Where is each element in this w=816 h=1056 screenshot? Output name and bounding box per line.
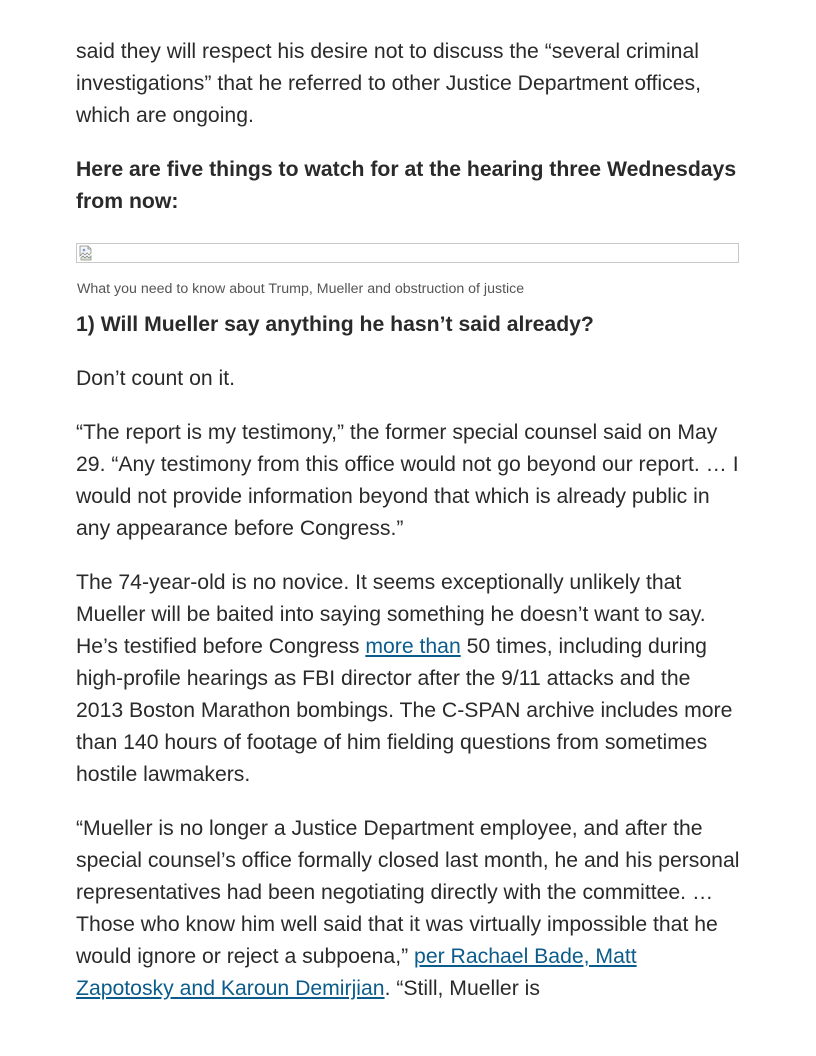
article-body: [76, 36, 740, 1027]
paragraph-quote: “The report is my testimony,” the former special counsel said on May 29. “Any testimony from this office would not go beyond our report. … I would not provide information beyond that which is already public in any appearance before Congress.”: [76, 421, 739, 540]
embedded-image[interactable]: [76, 243, 739, 263]
broken-image-icon: [78, 245, 94, 261]
paragraph-novice: [76, 567, 740, 791]
intro-paragraph: said they will respect his desire not to discuss the “several criminal investigations” that he referred to other Justice Department offices, which are ongoing.: [76, 40, 701, 127]
paragraph-employee: [76, 813, 740, 1005]
paragraph-novice-text-1: The 74-year-old is no novice. It seems exceptionally unlikely that Mueller will be baited into saying something he doesn’t want to say. He’s testified before Congress: [76, 571, 706, 658]
more-than-link[interactable]: more than: [365, 635, 461, 658]
paragraph-dont-count: Don’t count on it.: [76, 367, 235, 390]
section-subhead: Here are five things to watch for at the hearing three Wednesdays from now:: [76, 158, 737, 213]
authors-link[interactable]: per Rachael Bade, Matt Zapotosky and Karoun Demirjian: [76, 945, 637, 1000]
paragraph-novice-text-2: 50 times, including during high-profile hearings as FBI director after the 9/11 attacks and the 2013 Boston Marathon bombings. The C-SPAN archive includes more than 140 hours of footage of him fielding questions from sometimes hostile lawmakers.: [76, 635, 733, 786]
question-heading: 1) Will Mueller say anything he hasn’t said already?: [76, 313, 594, 336]
paragraph-employee-text-1: “Mueller is no longer a Justice Department employee, and after the special counsel’s office formally closed last month, he and his personal representatives had been negotiating directly with the committee. … Those who know him well said that it was virtually impossible that he would ignore or reject a subpoena,”: [76, 817, 740, 968]
paragraph-employee-text-2: . “Still, Mueller is: [384, 977, 540, 1000]
image-caption: What you need to know about Trump, Mueller and obstruction of justice: [77, 281, 525, 297]
